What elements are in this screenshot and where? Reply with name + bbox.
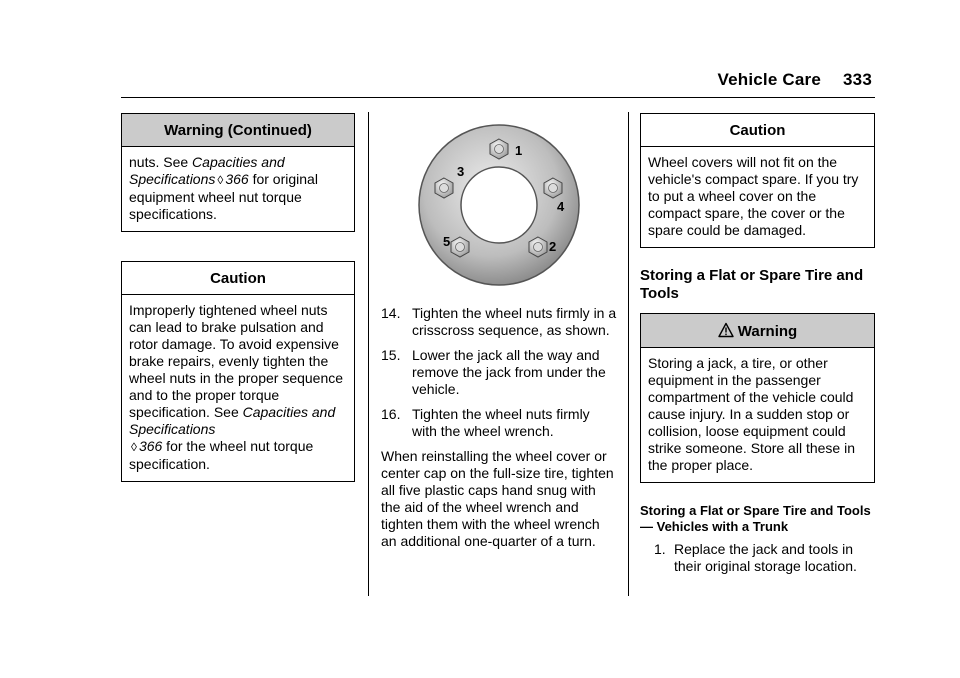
wheel-nut-sequence-diagram	[381, 120, 617, 292]
list-item	[381, 305, 617, 339]
section-title: Vehicle Care	[717, 70, 822, 89]
warning-icon	[718, 322, 734, 338]
list-item	[381, 347, 617, 398]
caution-title: Caution	[122, 262, 354, 295]
diagram-label-4: 4	[557, 199, 565, 214]
capacities-link[interactable]: Capacities and Specifications	[129, 154, 285, 187]
caution-text: Wheel covers will not fit on the vehicle's compact spare. If you try to put a wheel cover on the compact spare, the cover or the spare could be damaged.	[648, 154, 859, 238]
column-2	[381, 120, 617, 550]
header-rule	[121, 97, 875, 98]
warning-continued-title: Warning (Continued)	[122, 114, 354, 147]
xref-icon: ◊	[131, 440, 137, 454]
warning-text-after: for original equipment wheel nut torque specifications.	[129, 171, 318, 222]
diagram-label-2: 2	[549, 239, 557, 254]
list-item	[640, 541, 875, 575]
column-divider-2	[628, 112, 629, 596]
lug-nut-1	[490, 139, 508, 159]
lug-nut-2	[529, 237, 547, 257]
page-header	[718, 70, 873, 90]
storing-section-title: Storing a Flat or Spare Tire and Tools	[640, 267, 864, 302]
warning-continued-text	[129, 154, 348, 223]
caution-text-main: Improperly tightened wheel nuts can lead to brake pulsation and rotor damage. To avoid expensive brake repairs, evenly tighten the wheel nuts in the proper sequence and to the proper torque specification. See	[129, 302, 344, 420]
warning-text-before: nuts. See	[129, 154, 193, 170]
caution-title: Caution	[641, 114, 874, 147]
step-number: 1.	[654, 541, 666, 557]
page-ref-link[interactable]: 366	[225, 171, 249, 187]
reinstall-paragraph: When reinstalling the wheel cover or center cap on the full-size tire, tighten all five plastic caps hand snug with the aid of the wheel wrench and tighten them with the wheel wrench an additional one-quarter of a turn.	[381, 448, 614, 549]
diagram-label-1: 1	[515, 143, 523, 158]
step-text: Tighten the wheel nuts firmly in a crisscross sequence, as shown.	[412, 305, 617, 338]
column-3	[640, 113, 875, 583]
diagram-label-3: 3	[457, 164, 465, 179]
list-item	[381, 406, 617, 440]
lug-nut-3	[435, 178, 453, 198]
xref-icon: ◊	[217, 173, 224, 187]
caution-text	[129, 302, 348, 473]
trunk-subheading: Storing a Flat or Spare Tire and Tools — Vehicles with a Trunk	[640, 503, 871, 534]
caution-box-torque	[121, 261, 355, 482]
step-text: Replace the jack and tools in their original storage location.	[674, 541, 857, 574]
warning-header	[641, 314, 874, 348]
step-number: 15.	[381, 347, 401, 363]
diagram-label-5: 5	[443, 234, 451, 249]
hub-center-hole	[461, 167, 537, 243]
warning-box	[640, 313, 875, 483]
trunk-steps-list	[640, 541, 875, 575]
column-1	[121, 113, 355, 482]
step-number: 16.	[381, 406, 401, 422]
caution-box-wheel-covers	[640, 113, 875, 248]
page-ref-link[interactable]: 366	[138, 438, 163, 454]
step-text: Tighten the wheel nuts firmly with the wheel wrench.	[412, 406, 590, 439]
step-text: Lower the jack all the way and remove the jack from under the vehicle.	[412, 347, 606, 397]
steps-list	[381, 305, 617, 440]
capacities-link[interactable]: Capacities and Specifications	[129, 404, 336, 437]
warning-title: Warning	[737, 323, 798, 340]
column-divider-1	[368, 112, 369, 596]
warning-continued-box	[121, 113, 355, 232]
wheel-hub-illustration	[381, 120, 617, 292]
lug-nut-4	[544, 178, 562, 198]
lug-nut-5	[451, 237, 469, 257]
caution-text-after: for the wheel nut torque specification.	[129, 438, 314, 472]
warning-text: Storing a jack, a tire, or other equipment in the passenger compartment of the vehicle could cause injury. In a sudden stop or collision, loose equipment could strike someone. Store all these in the proper place.	[648, 355, 855, 473]
step-number: 14.	[381, 305, 401, 321]
page-number: 333	[843, 70, 872, 89]
